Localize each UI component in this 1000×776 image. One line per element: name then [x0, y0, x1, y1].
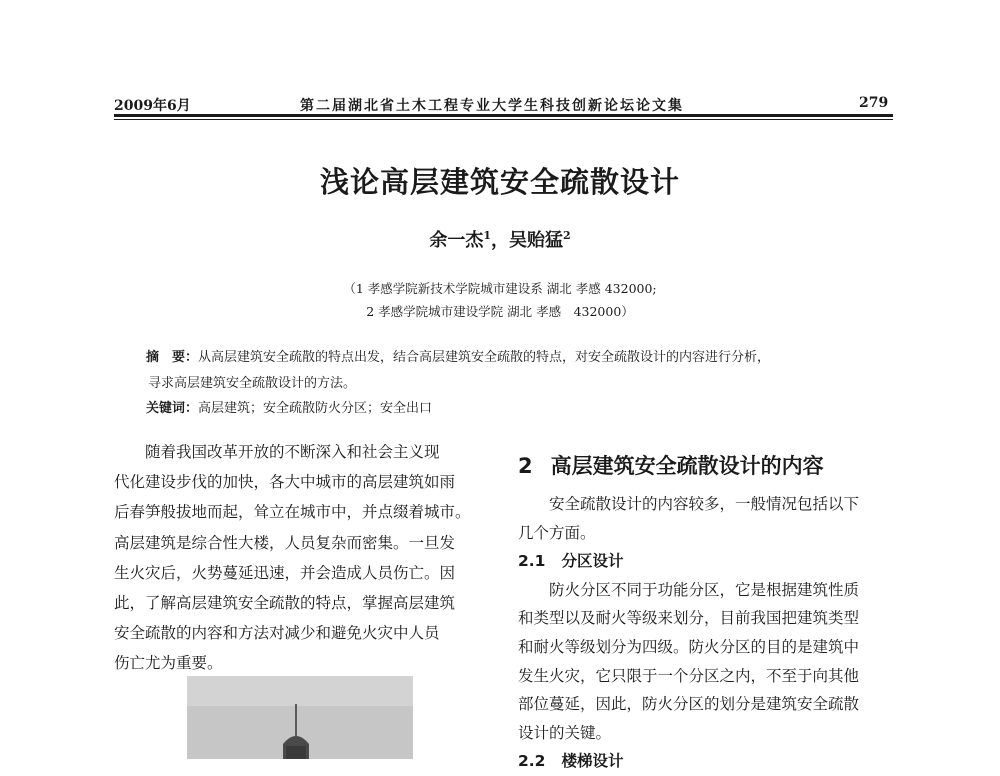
author-name: 吴贻猛	[509, 230, 563, 251]
body-line: 安全疏散设计的内容较多，一般情况包括以下	[549, 495, 860, 513]
body-line: 防火分区不同于功能分区，它是根据建筑性质	[549, 580, 860, 599]
keywords-line	[146, 397, 866, 416]
paper-title: 浅论高层建筑安全疏散设计	[319, 165, 680, 199]
affiliation-line: （1 孝感学院新技术学院城市建设系 湖北 孝感 432000;	[343, 281, 657, 296]
header-journal-title: 第二届湖北省土木工程专业大学生科技创新论坛论文集	[300, 98, 684, 114]
subsection-heading	[518, 747, 894, 776]
header-date: 2009年6月	[114, 98, 191, 114]
subsection-title: 楼梯设计	[561, 752, 624, 771]
keywords-text: 高层建筑；安全疏散防火分区；安全出口	[198, 401, 433, 416]
body-line: 随着我国改革开放的不断深入和社会主义现	[145, 443, 440, 461]
body-line: 部位蔓延，因此，防火分区的划分是建筑安全疏散	[518, 695, 860, 714]
author-separator: ，	[491, 230, 509, 251]
skyscraper-photo	[187, 676, 413, 759]
abstract-line	[146, 346, 866, 365]
body-line: 此，了解高层建筑安全疏散的特点，掌握高层建筑	[114, 594, 456, 613]
author-affiliation-mark: 1	[483, 229, 491, 242]
keywords-label: 关键词：	[146, 401, 199, 416]
author-affiliation-mark: 2	[563, 229, 571, 242]
body-line: 设计的关键。	[518, 723, 612, 742]
body-line: 高层建筑是综合性大楼，人员复杂而密集。一旦发	[114, 533, 456, 552]
abstract-label: 摘 要：	[146, 350, 199, 365]
subsection-number: 2.2	[518, 752, 546, 771]
subsection-number: 2.1	[518, 552, 546, 571]
header-rule-thick	[114, 114, 893, 117]
header-rule-thin	[114, 119, 893, 120]
body-line: 后春笋般拔地而起，耸立在城市中，并点缀着城市。	[114, 503, 471, 522]
subsection-heading	[518, 547, 894, 576]
body-line: 几个方面。	[518, 523, 596, 542]
body-line: 代化建设步伐的加快，各大中城市的高层建筑如雨	[114, 473, 456, 492]
author-line	[0, 226, 1000, 252]
section-heading	[518, 450, 894, 482]
abstract-line: 寻求高层建筑安全疏散设计的方法。	[148, 376, 357, 391]
body-line: 伤亡尤为重要。	[114, 654, 223, 673]
author-name: 余一杰	[429, 230, 484, 251]
abstract-text: 从高层建筑安全疏散的特点出发，结合高层建筑安全疏散的特点，对安全疏散设计的内容进行分析，	[198, 350, 771, 365]
body-line: 和耐火等级划分为四级。防火分区的目的是建筑中	[518, 637, 860, 656]
body-line: 和类型以及耐火等级来划分，目前我国把建筑类型	[518, 609, 860, 628]
skyscraper-icon	[187, 676, 413, 759]
left-column	[114, 437, 488, 679]
section-title: 高层建筑安全疏散设计的内容	[550, 454, 824, 478]
subsection-title: 分区设计	[561, 552, 624, 571]
body-line: 安全疏散的内容和方法对减少和避免火灾中人员	[114, 624, 440, 643]
section-number: 2	[518, 454, 533, 478]
body-line: 发生火灾，它只限于一个分区之内，不至于向其他	[518, 666, 860, 685]
header-page-number: 279	[859, 95, 889, 111]
affiliation-line: 2 孝感学院城市建设学院 湖北 孝感 432000）	[366, 304, 634, 319]
right-column	[518, 450, 894, 776]
body-line: 生火灾后，火势蔓延迅速，并会造成人员伤亡。因	[114, 563, 456, 582]
